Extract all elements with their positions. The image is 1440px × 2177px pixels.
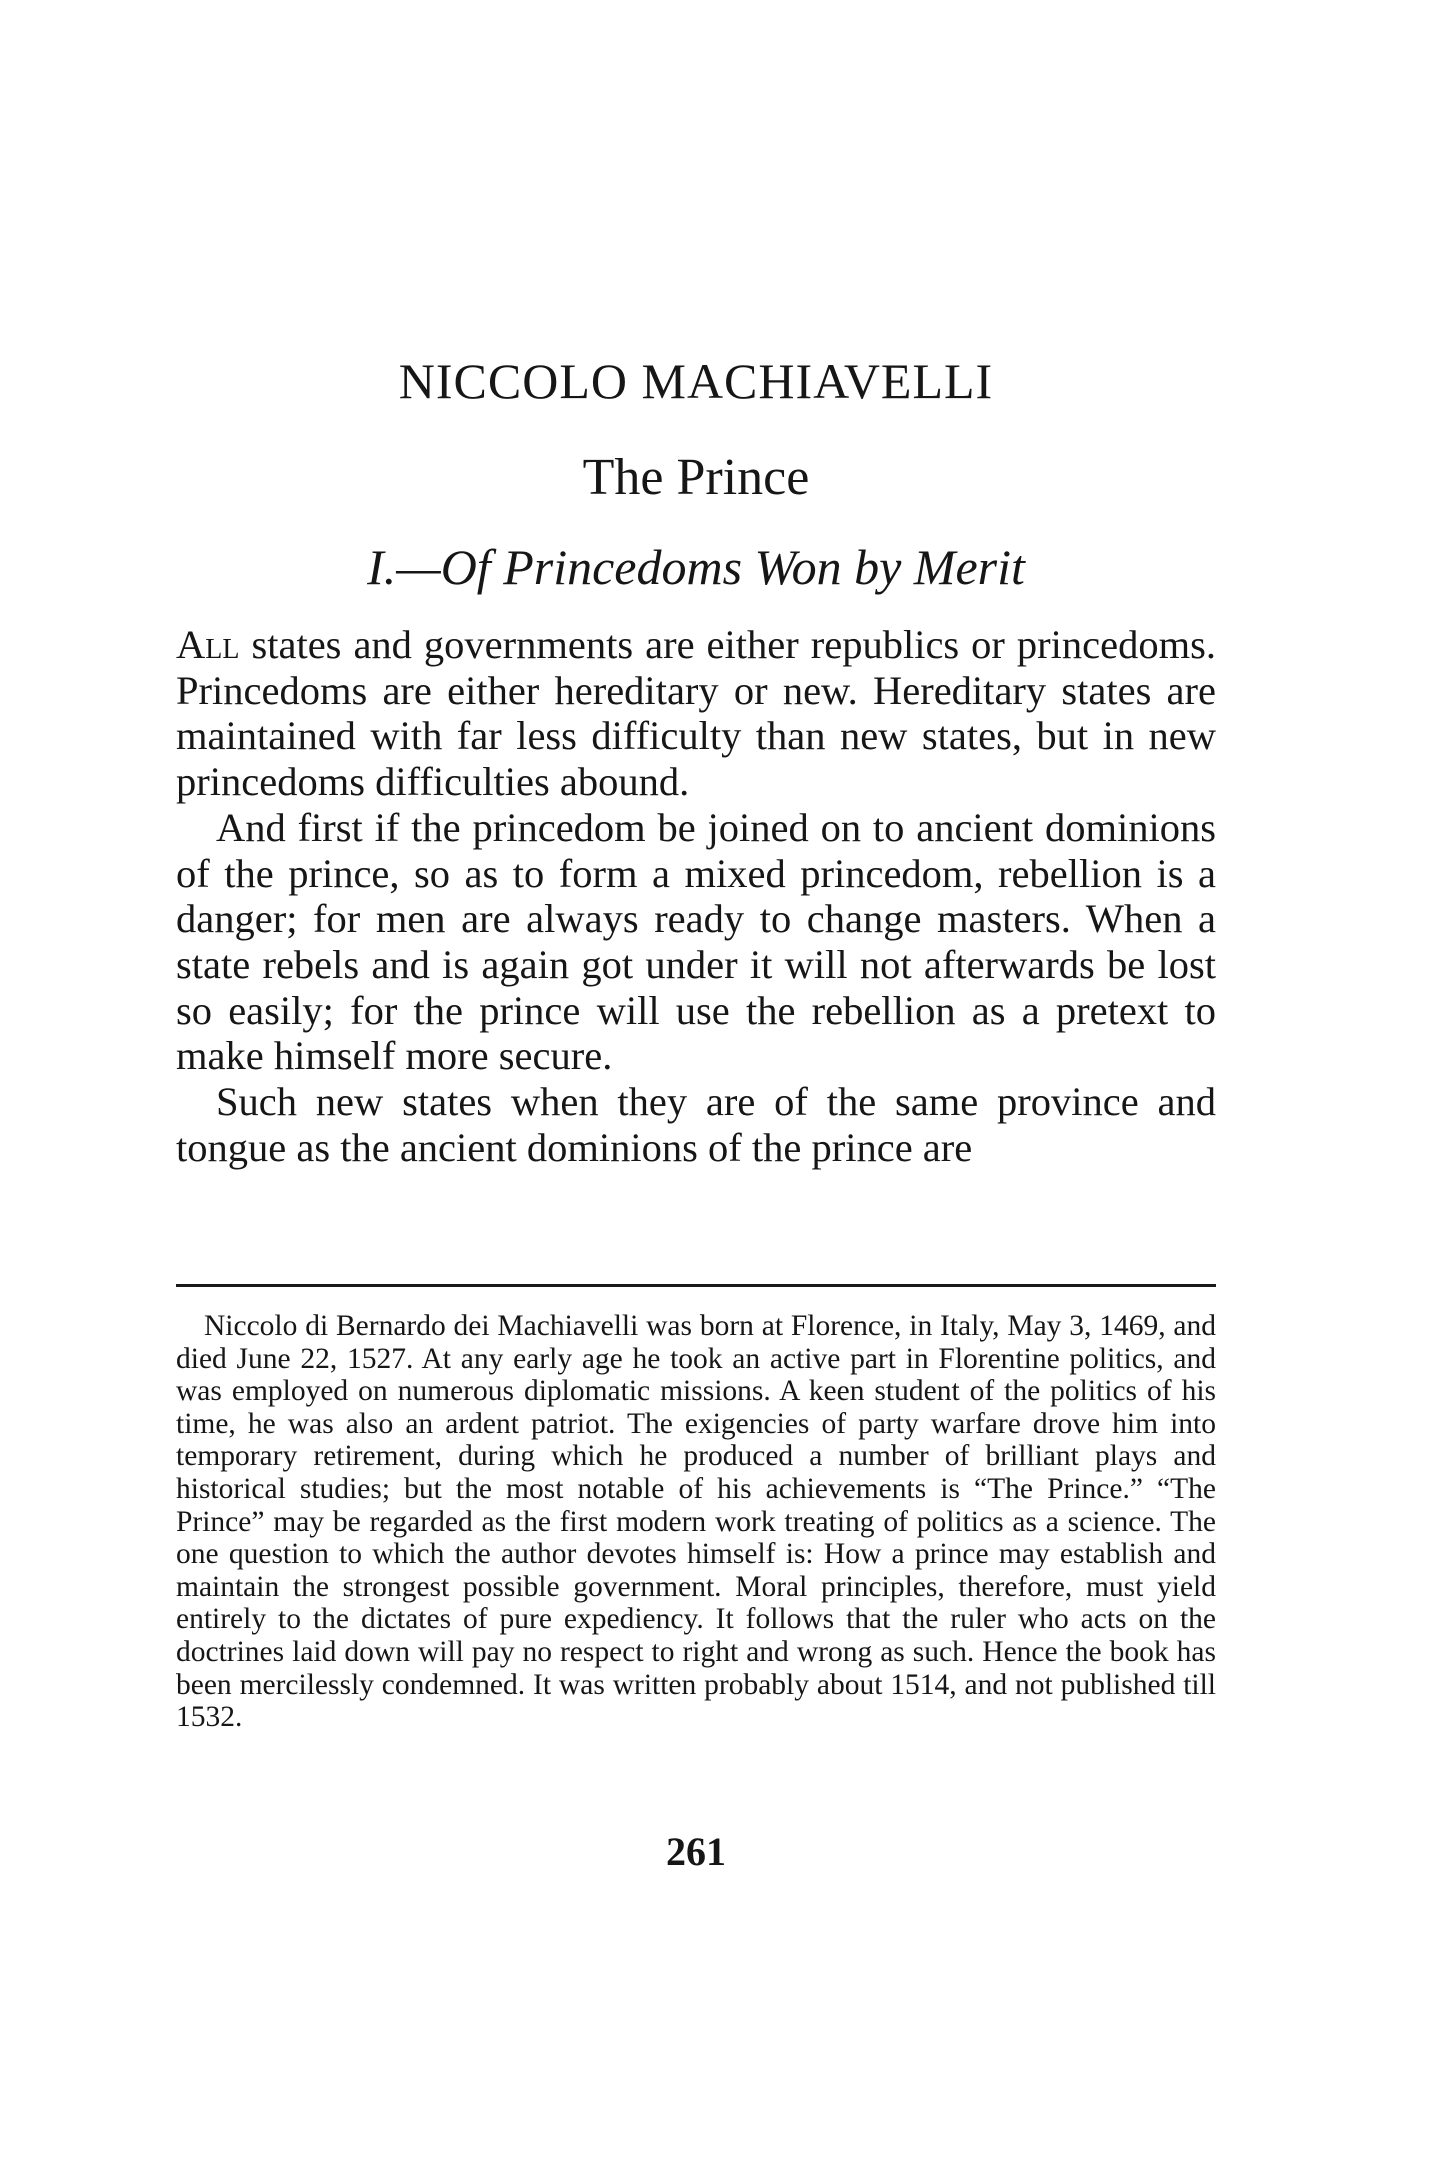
- chapter-title: I.—Of Princedoms Won by Merit: [367, 539, 1025, 595]
- work-title: The Prince: [582, 449, 810, 506]
- biographical-footnote: Niccolo di Bernardo dei Machiavelli was born at Florence, in Italy, May 3, 1469, and died June 22, 1527. At any early age he took an active part in Florentine politics, and was employed on numerous diplomatic missions. A keen student of the politics of his time, he was also an ardent patriot. The exigencies of party warfare drove him into temporary retirement, during which he produced a number of brilliant plays and historical studies; but the most notable of his achievements is “The Prince.” “The Prince” may be regarded as the first modern work treating of politics as a science. The one question to which the author devotes himself is: How a prince may establish and maintain the strongest possible government. Moral principles, therefore, must yield entirely to the dictates of pure expediency. It follows that the ruler who acts on the doctrines laid down will pay no respect to right and wrong as such. Hence the book has been mercilessly condemned. It was written probably about 1514, and not published till 1532.: [176, 1310, 1216, 1734]
- page-number: 261: [666, 1829, 726, 1874]
- page: [176, 0, 1216, 2177]
- body-paragraph-1-text: states and governments are either republics or princedoms. Princedoms are either hereditary or new. Hereditary states are maintained with far less difficulty than new states, but in new princedoms difficulties abound.: [176, 622, 1216, 805]
- body-paragraph-1: [176, 622, 1216, 805]
- author-heading: NICCOLO MACHIAVELLI: [398, 353, 994, 409]
- body-paragraph-2: And first if the princedom be joined on to ancient dominions of the prince, so as to form a mixed princedom, rebellion is a danger; for men are always ready to change masters. When a state rebels and is again got under it will not afterwards be lost so easily; for the prince will use the rebellion as a pretext to make himself more secure.: [176, 804, 1216, 1079]
- body-text: [176, 622, 1216, 1170]
- drop-lead-word: All: [176, 622, 240, 667]
- body-paragraph-3: Such new states when they are of the same province and tongue as the ancient dominions of the prince are: [176, 1079, 1216, 1170]
- footnote-divider: [176, 1284, 1216, 1287]
